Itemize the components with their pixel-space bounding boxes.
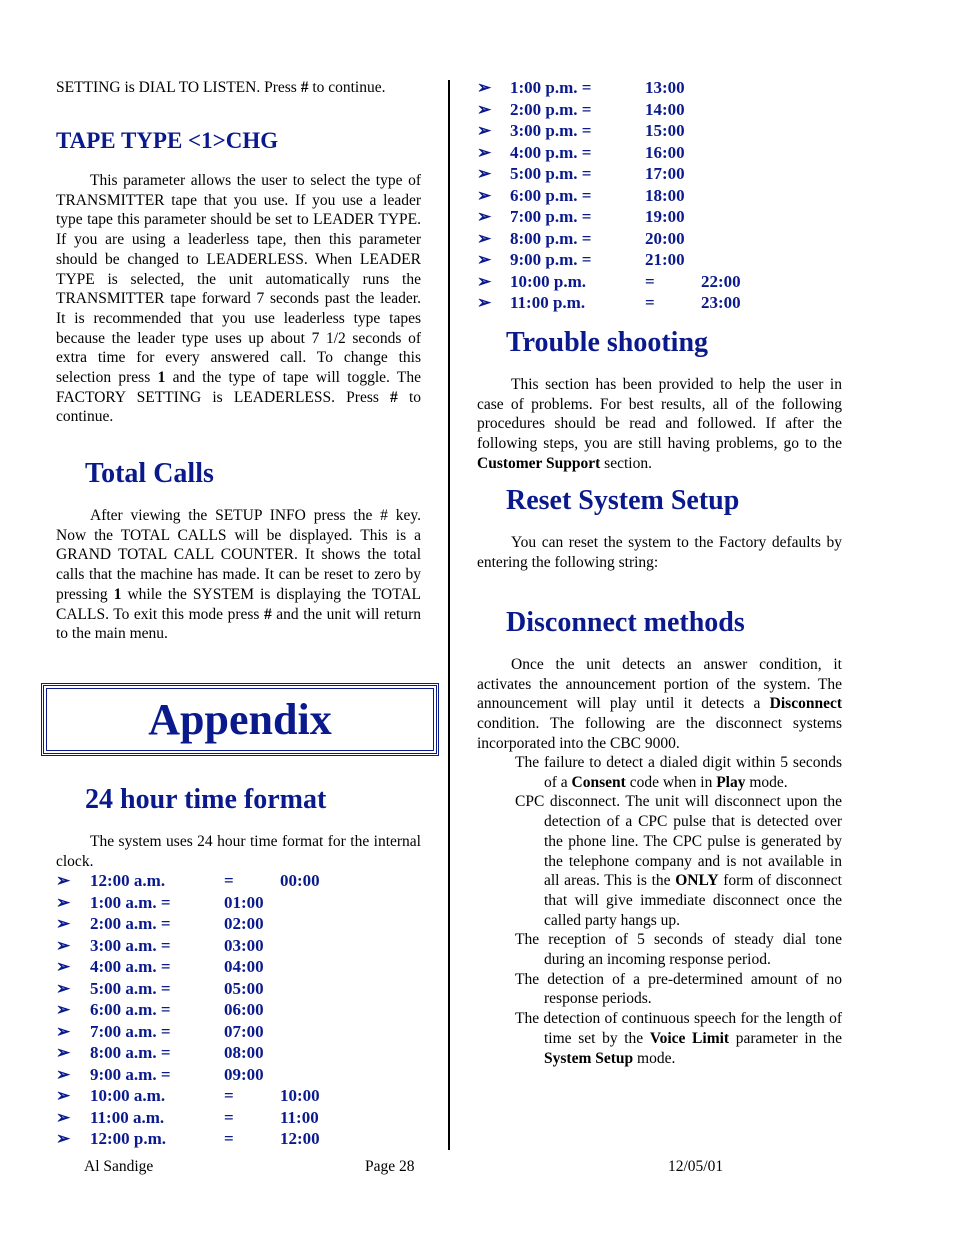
time-conversion-item <box>477 78 842 100</box>
tape-type-paragraph: This parameter allows the user to select the type of TRANSMITTER tape that you use. If you use a leader type tape this parameter should be set to LEADER TYPE. If you are using a leaderless tape, then this parameter should be changed to LEADERLESS. When LEADER TYPE is selected, the unit automatically runs the TRANSMITTER tape forward 7 seconds past the leader. It is recommended that you use leaderless type tapes because the leader type uses up about 7 1/2 seconds of extra time for every answered call. To change this selection press 1 and the type of tape will toggle. The FACTORY SETTING is LEADERLESS. Press # to continue. <box>56 172 422 426</box>
time-12h: 3:00 a.m. = <box>90 935 171 955</box>
arrow-bullet-icon: ➢ <box>477 271 492 291</box>
equals-sign: = <box>224 1107 234 1127</box>
time-24h: 16:00 <box>645 142 685 162</box>
footer-author: Al Sandige <box>84 1158 154 1175</box>
time-12h: 5:00 a.m. = <box>90 978 171 998</box>
time-conversion-item <box>477 207 842 229</box>
time-24h: 20:00 <box>645 228 685 248</box>
time-conversion-item <box>56 1086 421 1108</box>
time-12h: 12:00 p.m. <box>90 1129 167 1149</box>
time-12h: 2:00 a.m. = <box>90 914 171 934</box>
reset-system-setup-heading: Reset System Setup <box>506 485 740 516</box>
time-conversion-item <box>477 293 842 315</box>
footer-date: 12/05/01 <box>668 1158 724 1175</box>
equals-sign: = <box>224 871 234 891</box>
time-conversion-item <box>477 143 842 165</box>
time-12h: 11:00 a.m. <box>90 1107 165 1127</box>
total-calls-paragraph: After viewing the SETUP INFO press the # key. Now the TOTAL CALLS will be displayed. This is a GRAND TOTAL CALL COUNTER. It shows the total calls that the machine has made. It can be reset to zero by pressing 1 while the SYSTEM is displaying the TOTAL CALLS. To exit this mode press # and the unit will return to the main menu. <box>56 507 421 643</box>
time-format-paragraph: The system uses 24 hour time format for the internal clock. <box>56 833 421 870</box>
time-conversion-item <box>56 1022 421 1044</box>
time-24h: 09:00 <box>224 1064 264 1084</box>
time-conversion-item <box>56 1043 421 1065</box>
time-24h: 05:00 <box>224 978 264 998</box>
time-24h: 21:00 <box>645 250 685 269</box>
time-conversion-item <box>477 164 842 186</box>
arrow-bullet-icon: ➢ <box>56 1064 71 1084</box>
time-conversion-item <box>477 272 842 294</box>
arrow-bullet-icon: ➢ <box>477 142 492 162</box>
time-conversion-item <box>56 893 421 915</box>
time-12h: 12:00 a.m. <box>90 871 166 891</box>
reset-system-setup-paragraph: You can reset the system to the Factory defaults by entering the following string: <box>477 534 842 571</box>
arrow-bullet-icon: ➢ <box>56 1086 71 1106</box>
time-24h: 01:00 <box>224 892 264 912</box>
footer-page-number: Page 28 <box>365 1158 415 1175</box>
arrow-bullet-icon: ➢ <box>56 1107 71 1127</box>
time-conversion-item <box>477 250 842 272</box>
time-12h: 4:00 p.m. = <box>510 142 592 162</box>
time-12h: 8:00 p.m. = <box>510 228 592 248</box>
time-12h: 2:00 p.m. = <box>510 99 592 119</box>
time-24h: 13:00 <box>645 78 685 97</box>
intro-paragraph: SETTING is DIAL TO LISTEN. Press # to continue. <box>56 79 386 96</box>
pm-time-list <box>477 78 842 315</box>
method-item: The detection of a pre-determined amount of no response periods. <box>515 970 842 1008</box>
equals-sign: = <box>645 293 655 312</box>
disconnect-methods-heading: Disconnect methods <box>506 607 745 638</box>
time-12h: 9:00 a.m. = <box>90 1064 171 1084</box>
arrow-bullet-icon: ➢ <box>56 892 71 912</box>
arrow-bullet-icon: ➢ <box>477 293 492 312</box>
time-conversion-item <box>477 100 842 122</box>
time-24h: 07:00 <box>224 1021 264 1041</box>
column-divider <box>448 80 450 1150</box>
equals-sign: = <box>224 1129 234 1149</box>
trouble-shooting-paragraph: This section has been provided to help the user in case of problems. For best results, all of the following procedures should be read and followed. If after the following steps, you are still having problems, go to the Customer Support section. <box>477 376 842 472</box>
time-conversion-item <box>56 1129 421 1151</box>
total-calls-heading: Total Calls <box>85 458 214 489</box>
left-column-lower <box>56 783 421 1151</box>
time-24h: 14:00 <box>645 99 685 119</box>
arrow-bullet-icon: ➢ <box>56 1021 71 1041</box>
time-conversion-item <box>56 957 421 979</box>
arrow-bullet-icon: ➢ <box>56 914 71 934</box>
time-12h: 10:00 a.m. <box>90 1086 166 1106</box>
method-item: The detection of continuous speech for the length of time set by the Voice Limit parameter in the System Setup mode. <box>515 1010 842 1067</box>
time-24h: 19:00 <box>645 207 685 226</box>
method-item: CPC disconnect. The unit will disconnect upon the detection of a CPC pulse that is detected over the phone line. The CPC pulse is generated by the telephone company and is not available in all areas. This is the ONLY form of disconnect that will give immediate disconnect once the called party hangs up. <box>515 793 842 929</box>
arrow-bullet-icon: ➢ <box>477 99 492 119</box>
arrow-bullet-icon: ➢ <box>56 1129 71 1149</box>
arrow-bullet-icon: ➢ <box>477 78 492 97</box>
time-24h: 12:00 <box>280 1129 320 1149</box>
time-24h: 15:00 <box>645 121 685 140</box>
time-conversion-item <box>477 186 842 208</box>
time-conversion-item <box>477 229 842 251</box>
disconnect-methods-list <box>477 753 842 1068</box>
trouble-shooting-heading: Trouble shooting <box>506 327 709 358</box>
tape-type-heading: TAPE TYPE <1>CHG <box>56 128 279 153</box>
time-12h: 10:00 p.m. <box>510 271 587 291</box>
right-column <box>477 78 842 1067</box>
equals-sign: = <box>645 271 655 291</box>
time-24h: 04:00 <box>224 957 264 977</box>
arrow-bullet-icon: ➢ <box>56 1043 71 1063</box>
arrow-bullet-icon: ➢ <box>477 228 492 248</box>
method-item: The failure to detect a dialed digit within 5 seconds of a Consent code when in Play mode. <box>515 754 842 791</box>
time-conversion-item <box>56 979 421 1001</box>
time-conversion-item <box>56 936 421 958</box>
time-format-heading: 24 hour time format <box>85 784 327 815</box>
time-12h: 4:00 a.m. = <box>90 957 171 977</box>
time-12h: 7:00 p.m. = <box>510 207 592 226</box>
arrow-bullet-icon: ➢ <box>56 1000 71 1020</box>
time-24h: 02:00 <box>224 914 264 934</box>
time-24h: 03:00 <box>224 935 264 955</box>
arrow-bullet-icon: ➢ <box>477 250 492 269</box>
arrow-bullet-icon: ➢ <box>477 185 492 205</box>
time-12h: 5:00 p.m. = <box>510 164 592 183</box>
time-24h: 17:00 <box>645 164 685 183</box>
arrow-bullet-icon: ➢ <box>477 207 492 226</box>
time-12h: 3:00 p.m. = <box>510 121 592 140</box>
time-12h: 6:00 p.m. = <box>510 185 592 205</box>
time-conversion-item <box>477 121 842 143</box>
time-conversion-item <box>56 1108 421 1130</box>
appendix-title: Appendix <box>148 694 332 744</box>
time-24h: 00:00 <box>280 871 320 891</box>
time-12h: 7:00 a.m. = <box>90 1021 171 1041</box>
time-12h: 8:00 a.m. = <box>90 1043 171 1063</box>
time-conversion-item <box>56 871 421 893</box>
appendix-title-box <box>41 683 439 756</box>
arrow-bullet-icon: ➢ <box>477 164 492 183</box>
time-24h: 22:00 <box>701 271 741 291</box>
equals-sign: = <box>224 1086 234 1106</box>
time-24h: 18:00 <box>645 185 685 205</box>
time-conversion-item <box>56 1065 421 1087</box>
disconnect-methods-paragraph: Once the unit detects an answer condition, it activates the announcement portion of the system. The announcement will play until it detects a Disconnect condition. The following are the disconnect systems incorporated into the CBC 9000. <box>477 656 842 752</box>
arrow-bullet-icon: ➢ <box>56 871 71 891</box>
time-12h: 11:00 p.m. <box>510 293 586 312</box>
time-12h: 1:00 a.m. = <box>90 892 171 912</box>
time-24h: 11:00 <box>280 1107 319 1127</box>
time-12h: 1:00 p.m. = <box>510 78 592 97</box>
arrow-bullet-icon: ➢ <box>56 935 71 955</box>
time-24h: 08:00 <box>224 1043 264 1063</box>
time-24h: 23:00 <box>701 293 741 312</box>
time-12h: 6:00 a.m. = <box>90 1000 171 1020</box>
arrow-bullet-icon: ➢ <box>56 957 71 977</box>
arrow-bullet-icon: ➢ <box>477 121 492 140</box>
time-12h: 9:00 p.m. = <box>510 250 592 269</box>
time-conversion-item <box>56 914 421 936</box>
time-conversion-item <box>56 1000 421 1022</box>
method-item: The reception of 5 seconds of steady dial tone during an incoming response period. <box>515 931 842 969</box>
arrow-bullet-icon: ➢ <box>56 978 71 998</box>
time-24h: 10:00 <box>280 1086 320 1106</box>
time-24h: 06:00 <box>224 1000 264 1020</box>
am-time-list <box>56 871 421 1151</box>
